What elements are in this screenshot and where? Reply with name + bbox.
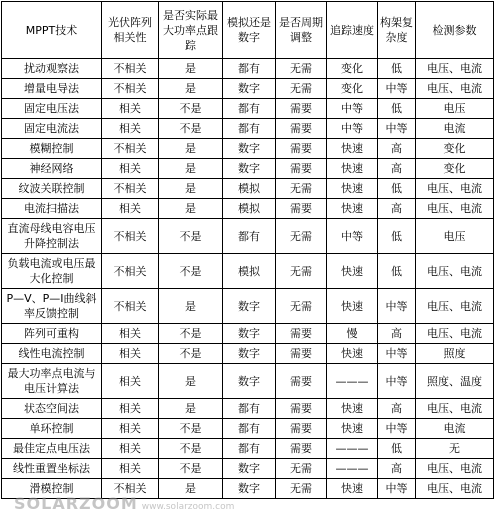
table-cell: 低	[378, 99, 416, 119]
table-cell: 相关	[102, 159, 159, 179]
table-cell: 不是	[159, 99, 223, 119]
table-cell: 需要	[276, 159, 327, 179]
table-header-row	[2, 2, 494, 59]
table-row	[2, 324, 494, 344]
table-cell: 是	[159, 159, 223, 179]
table-cell: 不相关	[102, 219, 159, 254]
row-technique-name: 模糊控制	[2, 139, 102, 159]
header-complexity: 构架复杂度	[378, 2, 416, 59]
table-cell: 都有	[223, 119, 276, 139]
table-body	[2, 59, 494, 499]
table-cell: 电压、电流	[416, 254, 494, 289]
table-cell: 中等	[378, 419, 416, 439]
table-cell: 快速	[327, 199, 378, 219]
header-mppt-technique: MPPT技术	[2, 2, 102, 59]
table-cell: 变化	[416, 159, 494, 179]
table-cell: 无需	[276, 459, 327, 479]
table-cell: 不是	[159, 219, 223, 254]
table-cell: 高	[378, 324, 416, 344]
table-cell: 是	[159, 289, 223, 324]
table-cell: 电压、电流	[416, 59, 494, 79]
table-cell: 电压、电流	[416, 479, 494, 499]
table-cell: 数字	[223, 289, 276, 324]
table-cell: 快速	[327, 179, 378, 199]
table-cell: 数字	[223, 139, 276, 159]
table-cell: 电流	[416, 119, 494, 139]
table-row	[2, 364, 494, 399]
watermark-site: www.solarzoom.com	[141, 502, 235, 512]
table-cell: 无需	[276, 79, 327, 99]
row-technique-name: 线性重置坐标法	[2, 459, 102, 479]
table-cell: 不相关	[102, 59, 159, 79]
table-cell: 中等	[378, 289, 416, 324]
table-row	[2, 479, 494, 499]
table-cell: 快速	[327, 419, 378, 439]
table-cell: 需要	[276, 419, 327, 439]
table-cell: 电压	[416, 99, 494, 119]
table-row	[2, 179, 494, 199]
table-row	[2, 459, 494, 479]
table-cell: 不相关	[102, 139, 159, 159]
table-cell: ———	[327, 459, 378, 479]
table-cell: 中等	[327, 219, 378, 254]
table-cell: 无需	[276, 179, 327, 199]
table-row	[2, 439, 494, 459]
table-cell: 需要	[276, 99, 327, 119]
table-cell: 数字	[223, 159, 276, 179]
table-cell: 无	[416, 439, 494, 459]
table-cell: 数字	[223, 344, 276, 364]
table-row	[2, 99, 494, 119]
table-cell: 数字	[223, 79, 276, 99]
table-row	[2, 289, 494, 324]
table-cell: 中等	[378, 344, 416, 364]
row-technique-name: 最大功率点电流与电压计算法	[2, 364, 102, 399]
table-cell: 需要	[276, 199, 327, 219]
table-cell: 照度	[416, 344, 494, 364]
table-cell: 不是	[159, 439, 223, 459]
header-periodic-tuning: 是否周期调整	[276, 2, 327, 59]
row-technique-name: 线性电流控制	[2, 344, 102, 364]
table-cell: 是	[159, 59, 223, 79]
table-cell: 不是	[159, 344, 223, 364]
table-cell: 高	[378, 459, 416, 479]
table-cell: 中等	[378, 79, 416, 99]
mppt-comparison-table	[1, 1, 494, 499]
table-cell: 快速	[327, 479, 378, 499]
table-cell: 快速	[327, 344, 378, 364]
table-cell: 是	[159, 139, 223, 159]
table-cell: 是	[159, 399, 223, 419]
table-cell: 无需	[276, 219, 327, 254]
row-technique-name: 纹波关联控制	[2, 179, 102, 199]
table-cell: 中等	[327, 99, 378, 119]
table-row	[2, 419, 494, 439]
row-technique-name: 神经网络	[2, 159, 102, 179]
table-cell: 快速	[327, 159, 378, 179]
row-technique-name: 固定电流法	[2, 119, 102, 139]
row-technique-name: 阵列可重构	[2, 324, 102, 344]
table-cell: 无需	[276, 254, 327, 289]
table-cell: 电压、电流	[416, 459, 494, 479]
table-row	[2, 79, 494, 99]
watermark-brand: SOLARZOOM	[14, 494, 138, 513]
table-cell: 变化	[327, 79, 378, 99]
table-cell: 需要	[276, 364, 327, 399]
table-cell: 相关	[102, 364, 159, 399]
table-row	[2, 254, 494, 289]
table-cell: 中等	[378, 479, 416, 499]
table-cell: 是	[159, 179, 223, 199]
table-cell: 模拟	[223, 199, 276, 219]
header-analog-or-digital: 模拟还是数字	[223, 2, 276, 59]
table-cell: 都有	[223, 439, 276, 459]
table-cell: 中等	[378, 119, 416, 139]
row-technique-name: 增量电导法	[2, 79, 102, 99]
table-cell: 都有	[223, 99, 276, 119]
row-technique-name: 单环控制	[2, 419, 102, 439]
row-technique-name: P—V、P—I曲线斜率反馈控制	[2, 289, 102, 324]
table-cell: 电压、电流	[416, 324, 494, 344]
table-cell: 快速	[327, 399, 378, 419]
table-cell: 高	[378, 159, 416, 179]
row-technique-name: 固定电压法	[2, 99, 102, 119]
table-row	[2, 59, 494, 79]
row-technique-name: 负载电流或电压最大化控制	[2, 254, 102, 289]
table-cell: 相关	[102, 459, 159, 479]
row-technique-name: 扰动观察法	[2, 59, 102, 79]
table-cell: 电压、电流	[416, 289, 494, 324]
table-cell: 是	[159, 79, 223, 99]
table-row	[2, 344, 494, 364]
table-cell: 不相关	[102, 289, 159, 324]
table-cell: 变化	[327, 59, 378, 79]
table-cell: ———	[327, 439, 378, 459]
table-cell: 不是	[159, 254, 223, 289]
table-cell: 需要	[276, 139, 327, 159]
table-row	[2, 199, 494, 219]
table-row	[2, 219, 494, 254]
table-cell: 电压、电流	[416, 399, 494, 419]
table-cell: 数字	[223, 459, 276, 479]
table-cell: 无需	[276, 479, 327, 499]
table-cell: 快速	[327, 139, 378, 159]
table-cell: 数字	[223, 364, 276, 399]
table-cell: 快速	[327, 254, 378, 289]
table-cell: 需要	[276, 399, 327, 419]
table-cell: 不是	[159, 419, 223, 439]
table-cell: 低	[378, 59, 416, 79]
table-cell: 照度、温度	[416, 364, 494, 399]
table-cell: 相关	[102, 199, 159, 219]
table-cell: 慢	[327, 324, 378, 344]
table-cell: 变化	[416, 139, 494, 159]
table-cell: 需要	[276, 324, 327, 344]
table-row	[2, 119, 494, 139]
table-cell: 中等	[378, 364, 416, 399]
table-cell: 是	[159, 479, 223, 499]
table-cell: 无需	[276, 59, 327, 79]
header-tracking-speed: 追踪速度	[327, 2, 378, 59]
table-cell: 相关	[102, 419, 159, 439]
table-cell: 高	[378, 139, 416, 159]
table-cell: 不是	[159, 119, 223, 139]
table-cell: 都有	[223, 219, 276, 254]
row-technique-name: 电流扫描法	[2, 199, 102, 219]
table-cell: 是	[159, 199, 223, 219]
header-true-mppt: 是否实际最大功率点跟踪	[159, 2, 223, 59]
table-cell: 都有	[223, 59, 276, 79]
table-cell: 低	[378, 179, 416, 199]
table-cell: 是	[159, 364, 223, 399]
table-cell: 无需	[276, 289, 327, 324]
table-cell: ———	[327, 364, 378, 399]
table-cell: 模拟	[223, 179, 276, 199]
table-cell: 需要	[276, 439, 327, 459]
table-cell: 电压、电流	[416, 179, 494, 199]
table-cell: 需要	[276, 119, 327, 139]
table-cell: 不是	[159, 459, 223, 479]
header-array-dependence: 光伏阵列相关性	[102, 2, 159, 59]
table-cell: 相关	[102, 344, 159, 364]
table-cell: 不相关	[102, 79, 159, 99]
table-cell: 低	[378, 439, 416, 459]
table-cell: 相关	[102, 399, 159, 419]
row-technique-name: 滑模控制	[2, 479, 102, 499]
row-technique-name: 直流母线电容电压升降控制法	[2, 219, 102, 254]
table-cell: 都有	[223, 399, 276, 419]
table-cell: 电流	[416, 419, 494, 439]
table-cell: 电压、电流	[416, 79, 494, 99]
table-cell: 低	[378, 219, 416, 254]
table-row	[2, 399, 494, 419]
table-cell: 中等	[327, 119, 378, 139]
row-technique-name: 状态空间法	[2, 399, 102, 419]
table-cell: 模拟	[223, 254, 276, 289]
table-cell: 不是	[159, 324, 223, 344]
table-cell: 电压	[416, 219, 494, 254]
header-sensed-parameters: 检测参数	[416, 2, 494, 59]
table-cell: 相关	[102, 439, 159, 459]
table-cell: 相关	[102, 99, 159, 119]
table-cell: 需要	[276, 344, 327, 364]
table-cell: 相关	[102, 119, 159, 139]
table-cell: 高	[378, 399, 416, 419]
table-cell: 都有	[223, 419, 276, 439]
table-cell: 数字	[223, 324, 276, 344]
table-cell: 相关	[102, 324, 159, 344]
table-row	[2, 139, 494, 159]
table-cell: 电压、电流	[416, 199, 494, 219]
table-cell: 不相关	[102, 179, 159, 199]
table-cell: 不相关	[102, 479, 159, 499]
table-row	[2, 159, 494, 179]
row-technique-name: 最佳定点电压法	[2, 439, 102, 459]
table-cell: 低	[378, 254, 416, 289]
table-cell: 数字	[223, 479, 276, 499]
table-cell: 不相关	[102, 254, 159, 289]
table-cell: 高	[378, 199, 416, 219]
table-cell: 快速	[327, 289, 378, 324]
